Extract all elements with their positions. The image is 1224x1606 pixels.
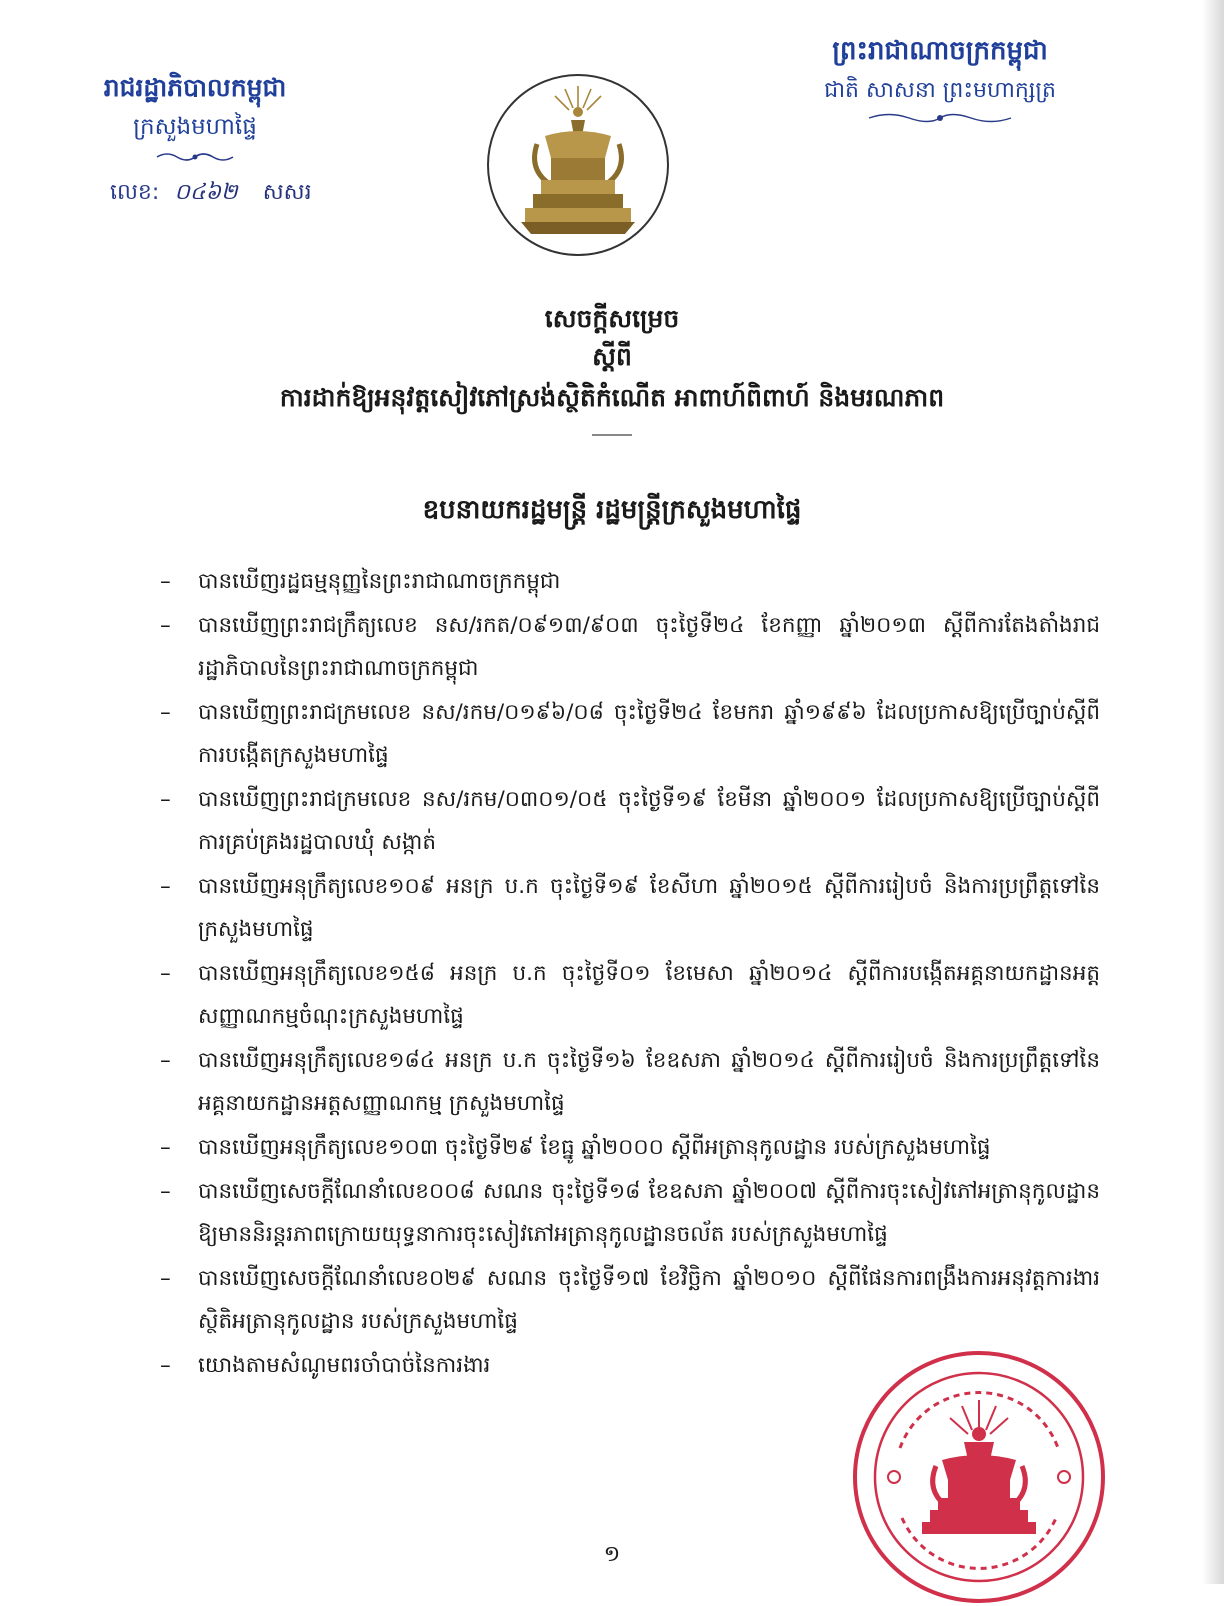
- decision-title: [120, 300, 1104, 436]
- title-decision: សេចក្តីសម្រេច: [544, 304, 680, 333]
- page-number: ១: [603, 1542, 621, 1567]
- list-item-text: បានឃើញអនុក្រឹត្យលេខ១៨៤ អនក្រ ប.ក ចុះថ្ងៃទី១៦ ខែឧសភា ឆ្នាំ២០១៤ ស្តីពីការរៀបចំ និងការប្រព្រឹត្តទៅនៃអគ្គនាយកដ្ឋានអត្តសញ្ញាណកម្ម ក្រសួងមហាផ្ទៃ: [198, 1048, 1100, 1116]
- reference-label: លេខ:: [110, 180, 160, 205]
- reference-number-line: [110, 178, 312, 210]
- list-bullet: –: [160, 1353, 171, 1378]
- list-item-text: បានឃើញព្រះរាជក្រឹត្យលេខ នស/រកត/០៩១៣/៩០៣ ចុះថ្ងៃទី២៤ ខែកញ្ញា ឆ្នាំ២០១៣ ស្តីពីការតែងតាំងរាជរដ្ឋាភិបាលនៃព្រះរាជាណាចក្រកម្ពុជា: [198, 613, 1100, 681]
- list-item-text: បានឃើញអនុក្រឹត្យលេខ១៥៨ អនក្រ ប.ក ចុះថ្ងៃទី០១ ខែមេសា ឆ្នាំ២០១៤ ស្តីពីការបង្កើតអគ្គនាយកដ្ឋានអត្តសញ្ញាណកម្មចំណុះក្រសួងមហាផ្ទៃ: [198, 961, 1100, 1029]
- list-bullet: –: [160, 1179, 171, 1204]
- kingdom-header: [770, 30, 1110, 129]
- title-divider: [592, 434, 632, 436]
- list-item-text: បានឃើញព្រះរាជក្រមលេខ នស/រកម/០១៩៦/០៨ ចុះថ្ងៃទី២៤ ខែមករា ឆ្នាំ១៩៩៦ ដែលប្រកាសឱ្យប្រើច្បាប់ស្តីពីការបង្កើតក្រសួងមហាផ្ទៃ: [198, 700, 1100, 768]
- scan-edge-shadow: [1202, 0, 1224, 1584]
- kingdom-name: ព្រះរាជាណាចក្រកម្ពុជា: [832, 36, 1048, 66]
- government-name: រាជរដ្ឋាភិបាលកម្ពុជា: [103, 73, 287, 102]
- ornament-divider-icon: [865, 111, 1015, 125]
- ornament-divider-icon: [155, 150, 235, 164]
- list-item-text: បានឃើញសេចក្តីណែនាំលេខ០០៨ សណន ចុះថ្ងៃទី១៨ ខែឧសភា ឆ្នាំ២០០៧ ស្តីពីការចុះសៀវភៅអត្រានុកូលដ្ឋានឱ្យមាននិរន្តរភាពក្រោយយុទ្ធនាការចុះសៀវភៅអត្រានុកូលដ្ឋានចល័ត របស់ក្រសួងមហាផ្ទៃ: [198, 1179, 1100, 1247]
- list-item: [160, 691, 1100, 777]
- title-concerning: ស្តីពី: [592, 342, 632, 371]
- list-bullet: –: [160, 787, 171, 812]
- national-motto: ជាតិ សាសនា ព្រះមហាក្សត្រ: [824, 78, 1056, 103]
- list-bullet: –: [160, 700, 171, 725]
- list-bullet: –: [160, 961, 171, 986]
- list-item-text: បានឃើញព្រះរាជក្រមលេខ នស/រកម/០៣០១/០៥ ចុះថ្ងៃទី១៩ ខែមីនា ឆ្នាំ២០០១ ដែលប្រកាសឱ្យប្រើច្បាប់ស្តីពីការគ្រប់គ្រងរដ្ឋបាលឃុំ សង្កាត់: [198, 787, 1100, 855]
- reference-number: ០៤៦២: [174, 180, 238, 205]
- title-subject: ការដាក់ឱ្យអនុវត្តសៀវភៅស្រង់ស្ថិតិកំណើត អាពាហ៍ពិពាហ៍ និងមរណភាព: [279, 383, 945, 412]
- issuer-title: ឧបនាយករដ្ឋមន្ត្រី រដ្ឋមន្ត្រីក្រសួងមហាផ្ទៃ: [422, 495, 802, 525]
- list-item: [160, 1126, 1100, 1169]
- reference-suffix: សសរ: [262, 180, 312, 205]
- list-bullet: –: [160, 874, 171, 899]
- list-item: [160, 604, 1100, 690]
- list-bullet: –: [160, 569, 171, 594]
- list-item-text: បានឃើញសេចក្តីណែនាំលេខ០២៩ សណន ចុះថ្ងៃទី១៧ ខែវិច្ឆិកា ឆ្នាំ២០១០ ស្តីពីផែនការពង្រឹងការអនុវត្តការងារស្ថិតិអត្រានុកូលដ្ឋាន របស់ក្រសួងមហាផ្ទៃ: [198, 1266, 1100, 1334]
- list-bullet: –: [160, 1135, 171, 1160]
- list-item-text: យោងតាមសំណូមពរចាំបាច់នៃការងារ: [198, 1353, 491, 1378]
- list-bullet: –: [160, 1048, 171, 1073]
- list-bullet: –: [160, 613, 171, 638]
- list-item-text: បានឃើញរដ្ឋធម្មនុញ្ញនៃព្រះរាជាណាចក្រកម្ពុជា: [198, 569, 561, 594]
- ministry-name: ក្រសួងមហាផ្ទៃ: [133, 114, 257, 140]
- list-item: [160, 952, 1100, 1038]
- considerations-list: [160, 560, 1100, 1388]
- royal-emblem-icon: [485, 72, 671, 258]
- list-item: [160, 1257, 1100, 1343]
- list-item-text: បានឃើញអនុក្រឹត្យលេខ១០៩ អនក្រ ប.ក ចុះថ្ងៃទី១៩ ខែសីហា ឆ្នាំ២០១៥ ស្តីពីការរៀបចំ និងការប្រព្រឹត្តទៅនៃក្រសួងមហាផ្ទៃ: [198, 874, 1100, 942]
- list-item: [160, 560, 1100, 603]
- list-item: [160, 865, 1100, 951]
- list-bullet: –: [160, 1266, 171, 1291]
- ministry-header: [60, 68, 330, 164]
- list-item: [160, 1039, 1100, 1125]
- list-item: [160, 1170, 1100, 1256]
- list-item: [160, 778, 1100, 864]
- list-item-text: បានឃើញអនុក្រឹត្យលេខ១០៣ ចុះថ្ងៃទី២៩ ខែធ្នូ ឆ្នាំ២០០០ ស្តីពីអត្រានុកូលដ្ឋាន របស់ក្រសួងមហាផ្ទៃ: [198, 1135, 991, 1160]
